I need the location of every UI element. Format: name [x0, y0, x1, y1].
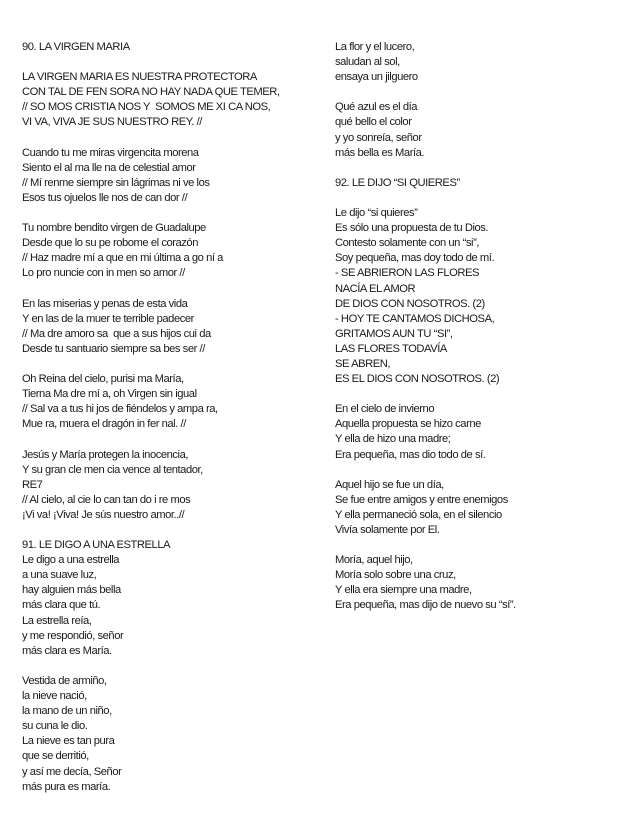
stanza — [335, 100, 625, 160]
stanza-gap — [22, 206, 314, 221]
text-line: La nieve es tan pura — [22, 735, 115, 748]
text-line: Vivía solamente por El. — [335, 524, 440, 536]
text-line: más bella es María. — [335, 146, 425, 159]
stanza-gap — [22, 55, 314, 70]
stanza — [22, 70, 314, 130]
text-line: saludan al sol, — [335, 56, 400, 69]
text-line: la mano de un niño, — [22, 705, 112, 718]
stanza-gap — [22, 282, 314, 297]
text-line: y me respondió, señor — [22, 629, 124, 642]
text-line: más clara es María. — [22, 644, 112, 657]
text-line: // SO MOS CRISTIA NOS Y SOMOS ME XI CA NOS, — [22, 101, 271, 114]
text-line: Vestida de armiño, — [22, 674, 107, 687]
text-line: LA VIRGEN MARIA ES NUESTRA PROTECTORA — [22, 71, 257, 84]
text-line: Le dijo “si quieres” — [335, 207, 418, 220]
stanza — [335, 176, 625, 191]
text-line: Es sólo una propuesta de tu Dios. — [335, 222, 489, 235]
text-line: Aquel hijo se fue un día, — [335, 478, 444, 491]
right-column — [335, 40, 625, 614]
text-line: Desde que lo su pe robome el corazón — [22, 237, 198, 250]
text-line: Era pequeña, mas dio todo de sí. — [335, 448, 486, 461]
text-line: 92. LE DIJO “SI QUIERES” — [335, 176, 460, 189]
stanza-gap — [335, 463, 625, 478]
text-line: // Ma dre amoro sa que a sus hijos cui da — [22, 327, 211, 340]
text-line: Jesús y María protegen la inocencia, — [22, 448, 189, 461]
text-line: y así me decía, Señor — [22, 765, 122, 778]
text-line: Cuando tu me miras virgencita morena — [22, 146, 199, 159]
text-line: y yo sonreía, señor — [335, 131, 422, 144]
text-line: Moría solo sobre una cruz, — [335, 569, 456, 582]
text-line: La estrella reía, — [22, 614, 92, 627]
stanza — [22, 538, 314, 659]
text-line: ¡Vi va! ¡Viva! Je sús nuestro amor..// — [22, 508, 185, 521]
text-line: Y en las de la muer te terrible padecer — [22, 312, 194, 325]
text-line: Lo pro nuncie con in men so amor // — [22, 267, 185, 280]
text-line: Se fue entre amigos y entre enemigos — [335, 493, 508, 506]
text-line: Y ella permaneció sola, en el silencio — [335, 508, 502, 521]
text-line: más pura es maría. — [22, 780, 111, 793]
text-line: Y ella era siempre una madre, — [335, 584, 472, 597]
stanza — [22, 448, 314, 523]
text-line: GRITAMOS AUN TU “SI”, — [335, 327, 453, 340]
text-line: // Haz madre mí a que en mi última a go ní a — [22, 252, 223, 265]
text-line: RE7 — [22, 478, 43, 491]
text-line: que se derritió, — [22, 750, 89, 763]
text-line: Esos tus ojuelos lle nos de can dor // — [22, 191, 188, 204]
text-line: En las miserias y penas de esta vida — [22, 297, 188, 310]
text-line: Era pequeña, mas dijo de nuevo su “sí”. — [335, 599, 516, 612]
stanza — [335, 40, 625, 85]
text-line: más clara que tú. — [22, 599, 101, 612]
text-line: Oh Reina del cielo, purisi ma María, — [22, 373, 184, 386]
text-line: NACÍA EL AMOR — [335, 282, 416, 295]
text-line: - HOY TE CANTAMOS DICHOSA, — [335, 312, 495, 325]
stanza-gap — [335, 161, 625, 176]
text-line: su cuna le dio. — [22, 720, 88, 733]
stanza-gap — [335, 387, 625, 402]
text-line: ES EL DIOS CON NOSOTROS. (2) — [335, 373, 500, 386]
text-line: a una suave luz, — [22, 569, 97, 582]
text-line: La flor y el lucero, — [335, 41, 415, 53]
text-line: ensaya un jilguero — [335, 71, 418, 84]
text-line: // Sal va a tus hi jos de fiéndelos y ampa ra, — [22, 403, 218, 416]
stanza — [335, 553, 625, 613]
text-line: SE ABREN, — [335, 357, 391, 370]
stanza-gap — [335, 85, 625, 100]
text-line: Y su gran cle men cia vence al tentador, — [22, 463, 203, 476]
text-line: Desde tu santuario siempre sa bes ser // — [22, 342, 205, 355]
stanza — [22, 221, 314, 281]
stanza-gap — [22, 131, 314, 146]
stanza-gap — [335, 538, 625, 553]
text-line: Siento el al ma lle na de celestial amor — [22, 161, 196, 174]
text-line: Tierna Ma dre mí a, oh Virgen sin igual — [22, 388, 197, 401]
text-line: 90. LA VIRGEN MARIA — [22, 41, 130, 53]
text-line: - SE ABRIERON LAS FLORES — [335, 267, 480, 280]
stanza — [22, 674, 314, 795]
text-line: Y ella de hizo una madre; — [335, 433, 451, 446]
text-line: DE DIOS CON NOSOTROS. (2) — [335, 297, 485, 310]
text-line: En el cielo de invierno — [335, 403, 435, 416]
stanza — [22, 40, 314, 55]
text-line: Moría, aquel hijo, — [335, 554, 413, 567]
text-line: // Al cielo, al cie lo can tan do i re mos — [22, 493, 191, 506]
left-column — [22, 40, 314, 795]
text-line: Tu nombre bendito virgen de Guadalupe — [22, 222, 206, 235]
stanza — [335, 402, 625, 462]
text-line: Qué azul es el día — [335, 101, 418, 114]
stanza — [335, 206, 625, 387]
text-line: VI VA, VIVA JE SUS NUESTRO REY. // — [22, 116, 202, 129]
stanza-gap — [335, 191, 625, 206]
text-line: Soy pequeña, mas doy todo de mí. — [335, 252, 495, 265]
stanza-gap — [22, 357, 314, 372]
text-line: 91. LE DIGO A UNA ESTRELLA — [22, 539, 171, 552]
stanza — [22, 297, 314, 357]
text-line: Contesto solamente con un “si”, — [335, 237, 479, 250]
stanza — [335, 478, 625, 538]
text-line: Aquella propuesta se hizo carne — [335, 418, 481, 431]
text-line: Mue ra, muera el dragón in fer nal. // — [22, 418, 186, 431]
text-line: // Mí renme siempre sin lágrimas ni ve los — [22, 176, 210, 189]
stanza-gap — [22, 523, 314, 538]
text-line: LAS FLORES TODAVÍA — [335, 342, 447, 355]
text-line: la nieve nació, — [22, 690, 87, 703]
stanza-gap — [22, 659, 314, 674]
text-line: qué bello el color — [335, 116, 412, 129]
text-line: CON TAL DE FEN SORA NO HAY NADA QUE TEMER, — [22, 86, 280, 99]
stanza — [22, 372, 314, 432]
text-line: Le digo a una estrella — [22, 554, 120, 567]
text-line: hay alguien más bella — [22, 584, 121, 597]
stanza-gap — [22, 432, 314, 447]
stanza — [22, 146, 314, 206]
